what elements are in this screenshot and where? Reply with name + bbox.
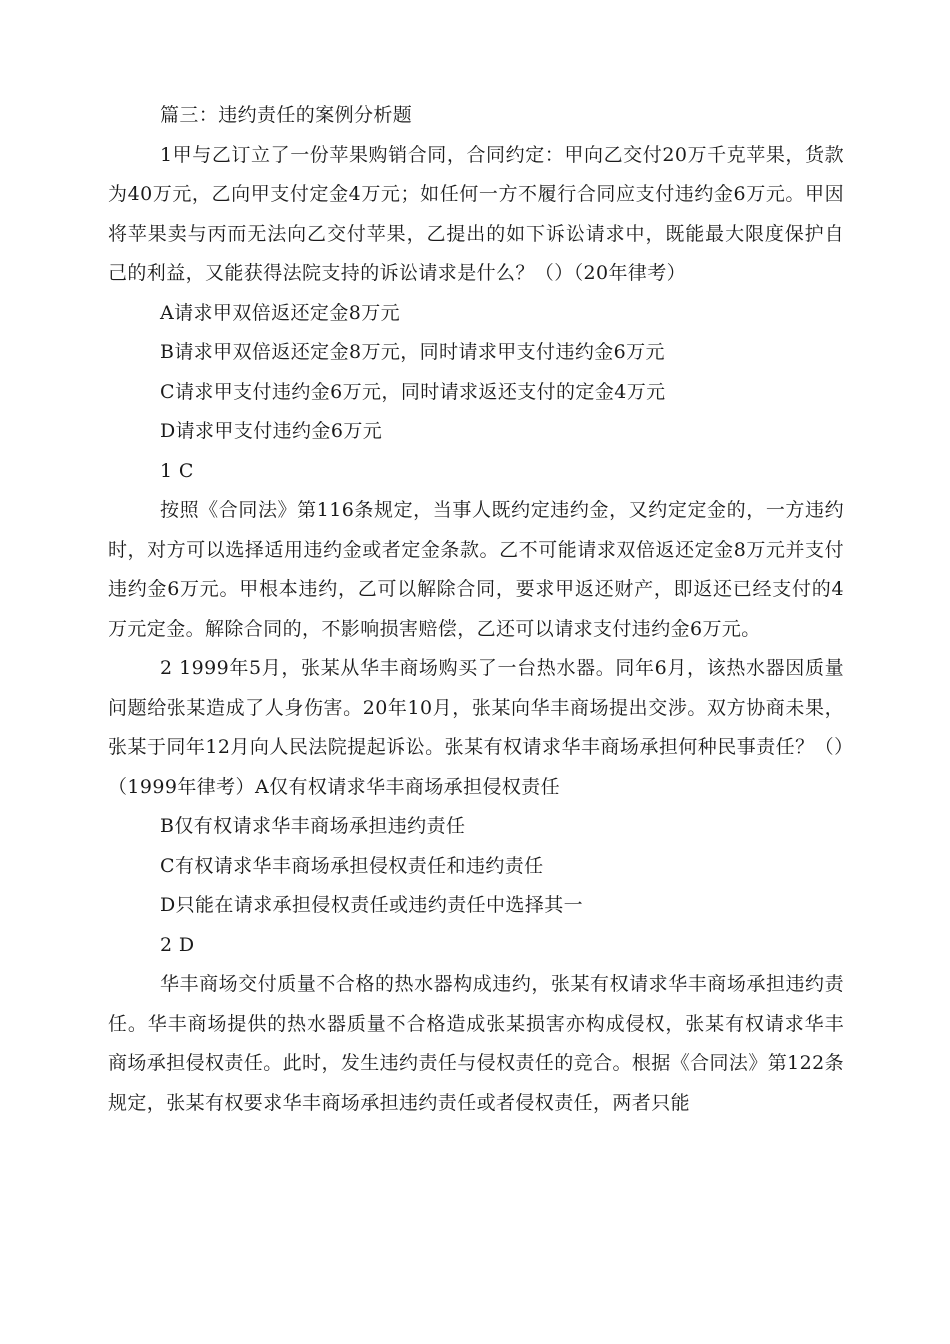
question-1-text: 1甲与乙订立了一份苹果购销合同，合同约定：甲向乙交付20万千克苹果，货款为40万元，乙向甲支付定金4万元；如任何一方不履行合同应支付违约金6万元。甲因将苹果卖与丙而无法向乙交付苹果，乙提出的如下诉讼请求中，既能最大限度保护自己的利益，又能获得法院支持的诉讼请求是什么？（）（20年律考） <box>108 143 844 284</box>
question-1-option-a: A请求甲双倍返还定金8万元 <box>160 301 401 324</box>
question-2-explanation: 华丰商场交付质量不合格的热水器构成违约，张某有权请求华丰商场承担违约责任。华丰商场提供的热水器质量不合格造成张某损害亦构成侵权，张某有权请求华丰商场承担侵权责任。此时，发生违约责任与侵权责任的竞合。根据《合同法》第122条规定，张某有权要求华丰商场承担违约责任或者侵权责任，两者只能 <box>108 973 844 1114</box>
question-2-option-c: C有权请求华丰商场承担侵权责任和违约责任 <box>160 854 544 877</box>
document-heading: 篇三：违约责任的案例分析题 <box>160 104 413 126</box>
question-1-option-d: D请求甲支付违约金6万元 <box>160 420 383 442</box>
question-2-text: 2 1999年5月，张某从华丰商场购买了一台热水器。同年6月，该热水器因质量问题给张某造成了人身伤害。20年10月，张某向华丰商场提出交涉。双方协商未果，张某于同年12月向人民法院提起诉讼。张某有权请求华丰商场承担何种民事责任？（）（1999年律考）A仅有权请求华丰商场承担侵权责任 <box>108 657 844 798</box>
question-2-answer: 2 D <box>160 933 195 956</box>
document-page <box>108 96 844 1123</box>
question-2-option-b: B仅有权请求华丰商场承担违约责任 <box>160 815 466 837</box>
question-2-option-d: D只能在请求承担侵权责任或违约责任中选择其一 <box>160 894 584 916</box>
question-1-answer: 1 C <box>160 459 194 482</box>
question-1-explanation: 按照《合同法》第116条规定，当事人既约定违约金，又约定定金的，一方违约时，对方可以选择适用违约金或者定金条款。乙不可能请求双倍返还定金8万元并支付违约金6万元。甲根本违约，乙可以解除合同，要求甲返还财产，即返还已经支付的4万元定金。解除合同的，不影响损害赔偿，乙还可以请求支付违约金6万元。 <box>108 499 844 640</box>
question-1-option-c: C请求甲支付违约金6万元，同时请求返还支付的定金4万元 <box>160 380 666 403</box>
question-1-option-b: B请求甲双倍返还定金8万元，同时请求甲支付违约金6万元 <box>160 341 665 363</box>
